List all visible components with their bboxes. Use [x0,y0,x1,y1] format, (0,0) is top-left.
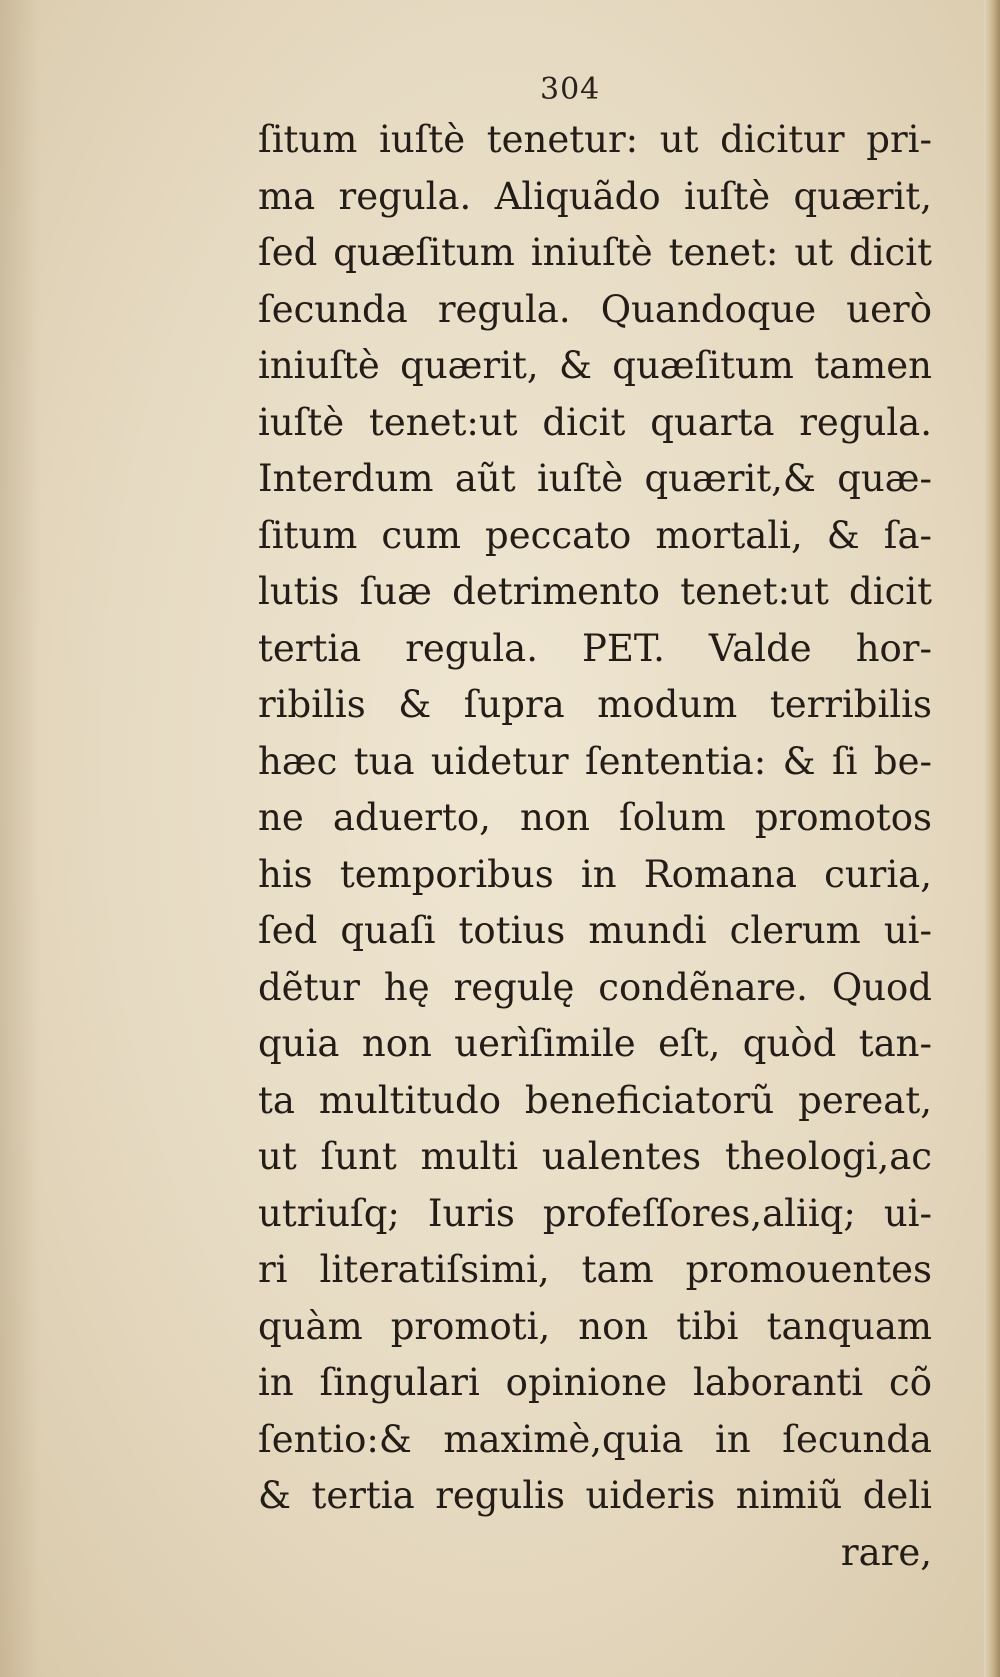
text-line: lutis ſuæ detrimento tenet:ut dicit [258,570,932,613]
catchword: rare, [840,1530,932,1574]
text-line: dẽtur hę regulę condẽnare. Quod [258,965,932,1009]
text-line: ſed quaſi totius mundi clerum ui- [258,909,932,952]
text-line: ſitum cum peccato mortali, & ſa- [258,513,932,557]
text-line: ſecunda regula. Quandoque uerò [258,287,932,331]
page-edge [984,0,1000,1677]
text-line: ſentio:& maximè,quia in ſecunda [258,1417,932,1461]
text-line: ta multitudo beneficiatorũ pereat, [258,1078,932,1122]
text-line: ribilis & ſupra modum terribilis [258,683,932,726]
text-line: quia non uerìſimile eſt, quòd tan- [258,1022,932,1065]
text-line: Interdum aũt iuſtè quærit,& quæ- [258,457,932,500]
page-gutter-shadow [0,0,40,1677]
text-line: hæc tua uidetur ſententia: & ſi be- [258,739,932,783]
text-line: his temporibus in Romana curia, [258,852,932,896]
text-line: & tertia regulis uideris nimiũ deli [258,1474,932,1517]
text-line: ut ſunt multi ualentes theologi,ac [258,1135,932,1178]
text-line: iniuſtè quærit, & quæſitum tamen [258,344,932,387]
text-line: ma regula. Aliquãdo iuſtè quærit, [258,174,932,218]
body-text [258,112,932,1581]
text-line: utriuſq; Iuris profeſſores,aliiq; ui- [258,1191,932,1235]
text-line: ri literatiſsimi, tam promouentes [258,1248,932,1291]
text-line: in ſingulari opinione laboranti cõ [258,1361,932,1404]
text-line: ſitum iuſtè tenetur: ut dicitur pri- [258,118,932,161]
text-line: ne aduerto, non ſolum promotos [258,796,932,839]
text-line: tertia regula. PET. Valde hor- [258,626,932,670]
text-line: iuſtè tenet:ut dicit quarta regula. [258,400,932,444]
text-line: quàm promoti, non tibi tanquam [258,1304,932,1348]
text-line: ſed quæſitum iniuſtè tenet: ut dicit [258,231,932,274]
page-number: 304 [540,72,601,107]
